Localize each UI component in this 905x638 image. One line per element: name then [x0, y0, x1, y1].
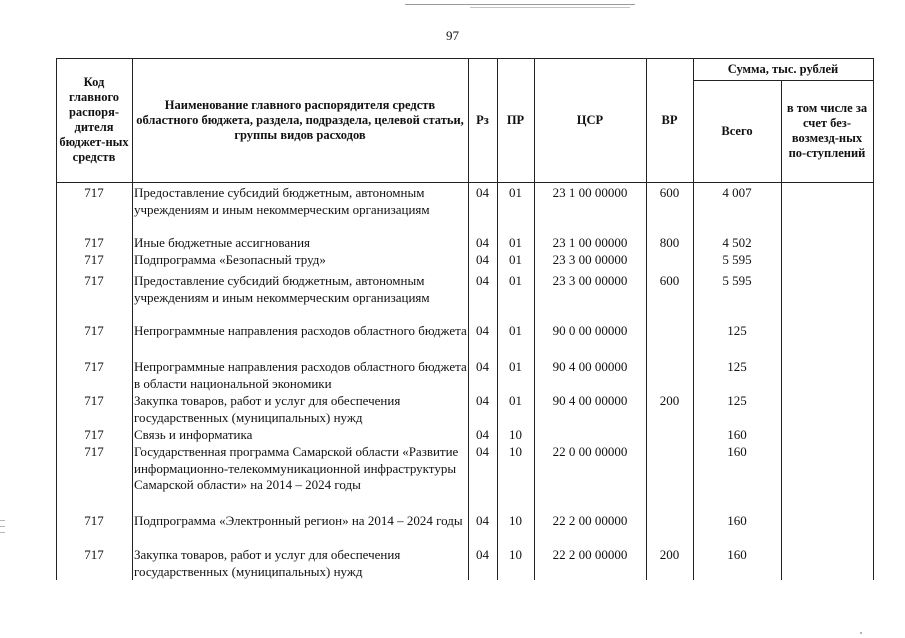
- cell-total: 160: [727, 427, 747, 442]
- cell-pr: 01: [509, 359, 522, 374]
- cell-name: Непрограммные направления расходов областного бюджета в области национальной экономики: [134, 359, 467, 391]
- table-row: [0, 359, 905, 391]
- cell-name: Предоставление субсидий бюджетным, автономным учреждениям и иным некоммерческим организациям: [134, 273, 430, 305]
- sum-subheader-rule: [693, 80, 873, 81]
- cell-pr: 01: [509, 185, 522, 200]
- header-free: в том числе за счет без-возмезд-ных по-ступлений: [786, 101, 868, 160]
- cell-csr: 23 1 00 00000: [552, 185, 628, 200]
- col-line-left: [56, 58, 57, 580]
- cell-total: 5 595: [722, 252, 752, 267]
- cell-name: Связь и информатика: [134, 427, 253, 442]
- cell-name: Закупка товаров, работ и услуг для обеспечения государственных (муниципальных) нужд: [134, 393, 401, 425]
- cell-code: 717: [84, 513, 104, 528]
- cell-name: Подпрограмма «Безопасный труд»: [134, 252, 326, 267]
- header-name: Наименование главного распорядителя средств областного бюджета, раздела, подраздела, целевой статьи, группы видов расходов: [136, 97, 464, 142]
- cell-pr: 10: [509, 427, 522, 442]
- cell-total: 4 502: [722, 235, 752, 250]
- cell-rz: 04: [476, 393, 489, 408]
- cell-vr: 800: [659, 235, 680, 250]
- cell-name: Государственная программа Самарской области «Развитие информационно-телекоммуникационной инфраструктуры Самарской области» на 2014 – 2024 годы: [134, 444, 459, 492]
- cell-rz: 04: [476, 235, 489, 250]
- cell-pr: 10: [509, 444, 522, 459]
- col-line-vr: [693, 58, 694, 580]
- cell-vr: 600: [659, 185, 680, 200]
- col-line-right: [873, 58, 874, 580]
- cell-rz: 04: [476, 323, 489, 338]
- header-sum: Сумма, тыс. рублей: [727, 61, 839, 76]
- cell-csr: 90 0 00 00000: [552, 323, 628, 338]
- header-rz: Рз: [476, 112, 489, 127]
- cell-rz: 04: [476, 359, 489, 374]
- header-csr: ЦСР: [576, 112, 604, 127]
- cell-rz: 04: [476, 252, 489, 267]
- cell-code: 717: [84, 185, 104, 200]
- table-row: [0, 323, 905, 343]
- cell-code: 717: [84, 393, 104, 408]
- cell-csr: 22 2 00 00000: [552, 547, 628, 562]
- cell-total: 125: [727, 359, 747, 374]
- col-line-code: [132, 58, 133, 580]
- cell-code: 717: [84, 323, 104, 338]
- cell-rz: 04: [476, 513, 489, 528]
- cell-vr: 600: [659, 273, 680, 288]
- cell-name: Закупка товаров, работ и услуг для обеспечения государственных (муниципальных) нужд: [134, 547, 401, 579]
- scan-artifact: [0, 532, 5, 533]
- cell-rz: 04: [476, 427, 489, 442]
- table-top-border: [56, 58, 873, 59]
- cell-total: 160: [727, 513, 747, 528]
- page-number: 97: [446, 28, 459, 43]
- header-total: Всего: [721, 123, 753, 138]
- cell-pr: 01: [509, 252, 522, 267]
- cell-name: Предоставление субсидий бюджетным, автономным учреждениям и иным некоммерческим организациям: [134, 185, 430, 217]
- cell-code: 717: [84, 359, 104, 374]
- cell-csr: 23 3 00 00000: [552, 273, 628, 288]
- cell-csr: 23 1 00 00000: [552, 235, 628, 250]
- header-bottom-rule: [56, 182, 873, 183]
- cell-rz: 04: [476, 185, 489, 200]
- cell-csr: 23 3 00 00000: [552, 252, 628, 267]
- cell-pr: 01: [509, 235, 522, 250]
- table-row: [0, 393, 905, 425]
- cell-csr: 90 4 00 00000: [552, 393, 628, 408]
- scan-top-rule-faint: [470, 7, 630, 8]
- table-row: [0, 185, 905, 217]
- col-line-csr: [646, 58, 647, 580]
- table-row: [0, 513, 905, 533]
- cell-name: Непрограммные направления расходов областного бюджета: [134, 323, 467, 338]
- col-line-rz: [497, 58, 498, 580]
- cell-total: 125: [727, 323, 747, 338]
- cell-rz: 04: [476, 273, 489, 288]
- cell-code: 717: [84, 235, 104, 250]
- cell-vr: 200: [659, 393, 680, 408]
- cell-name: Иные бюджетные ассигнования: [134, 235, 311, 250]
- header-vr: ВР: [661, 112, 678, 127]
- cell-vr: 200: [659, 547, 680, 562]
- cell-total: 4 007: [722, 185, 752, 200]
- header-code: Код главного распоря-дителя бюджет-ных средств: [59, 75, 129, 164]
- cell-pr: 01: [509, 393, 522, 408]
- cell-code: 717: [84, 273, 104, 288]
- cell-total: 160: [727, 547, 747, 562]
- scan-artifact: [860, 632, 862, 634]
- cell-total: 160: [727, 444, 747, 459]
- cell-pr: 10: [509, 547, 522, 562]
- cell-code: 717: [84, 427, 104, 442]
- col-line-pr: [534, 58, 535, 580]
- col-line-name: [468, 58, 469, 580]
- cell-pr: 01: [509, 273, 522, 288]
- table-row: [0, 252, 905, 272]
- cell-rz: 04: [476, 444, 489, 459]
- cell-total: 125: [727, 393, 747, 408]
- cell-pr: 01: [509, 323, 522, 338]
- cell-csr: 22 0 00 00000: [552, 444, 628, 459]
- cell-name: Подпрограмма «Электронный регион» на 2014 – 2024 годы: [134, 513, 463, 528]
- cell-rz: 04: [476, 547, 489, 562]
- cell-csr: 90 4 00 00000: [552, 359, 628, 374]
- scan-artifact: [0, 526, 5, 527]
- scan-artifact: [0, 520, 5, 521]
- cell-csr: 22 2 00 00000: [552, 513, 628, 528]
- cell-code: 717: [84, 252, 104, 267]
- cell-code: 717: [84, 547, 104, 562]
- table-row: [0, 444, 905, 492]
- cell-total: 5 595: [722, 273, 752, 288]
- scan-top-rule: [405, 4, 635, 5]
- cell-code: 717: [84, 444, 104, 459]
- table-row: [0, 273, 905, 305]
- header-pr: ПР: [506, 112, 525, 127]
- cell-pr: 10: [509, 513, 522, 528]
- table-row: [0, 547, 905, 579]
